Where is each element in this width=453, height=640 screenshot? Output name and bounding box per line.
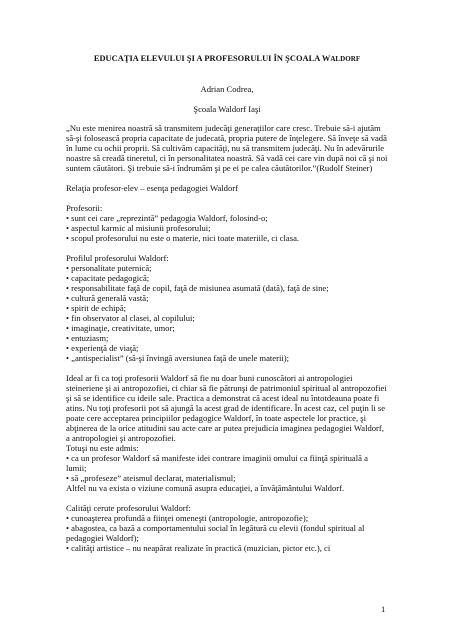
list-item: • să „profeseze” ateismul declarat, materialismul;: [66, 473, 236, 483]
qualities-list: [66, 513, 388, 553]
title-main: EDUCAŢIA ELEVULUI ŞI A PROFESORULUI ÎN ŞCOALA W: [93, 54, 331, 63]
list-item: • personalitate puternică;: [66, 263, 152, 273]
list-item: • imaginaţie, creativitate, umor;: [66, 323, 175, 333]
list-item: • spirit de echipă;: [66, 303, 127, 313]
ideal-paragraph: Ideal ar fi ca toţi profesorii Waldorf să fie nu doar buni cunoscători ai antropologiei steineriene şi ai antropozofiei, ci chiar să fie pătrunşi de patrimoniul spiritual al antropozofiei şi să se identifice cu ideile sale. Practica a demonstrat că acest ideal nu întotdeauna poate fi atins. Nu toţi profesorii pot să ajungă la acest grad de identificare. În acest caz, cel puţin li se poate cere acceptarea principiilor pedagogice Waldorf, în toate aspectele lor practice, şi abţinerea de la orice atitudini sau acte care ar putea prejudicia imaginea pedagogiei Waldorf, a antropologiei şi antropozofiei.: [66, 373, 387, 443]
admitted-list: [66, 453, 388, 483]
list-item: • cultură generală vastă;: [66, 293, 149, 303]
title-tail: ALDORF: [330, 55, 361, 63]
author-school: Şcoala Waldorf Iaşi: [193, 104, 261, 114]
list-item: • responsabilitate faţă de copil, faţă de misiunea asumată (dată), faţă de sine;: [66, 283, 329, 293]
list-item: • aspectul karmic al misiunii profesorului;: [66, 223, 211, 233]
page-number: 1: [381, 604, 386, 614]
otherwise-line: Altfel nu va exista o viziune comună asupra educaţiei, a învăţământului Waldorf.: [66, 483, 345, 493]
list-item: • abagostea, ca bază a comportamentului social în legătură cu elevii (fondul spiritual al pedagogiei Waldorf);: [66, 523, 365, 543]
list-item: • cunoaşterea profundă a fiinţei omeneşti (antropologie, antropozofie);: [66, 513, 309, 523]
document-body: [66, 54, 388, 553]
list-item: • scopul profesorului nu este o materie, nici toate materiile, ci clasa.: [66, 233, 300, 243]
list-item: • experienţă de viaţă;: [66, 343, 139, 353]
author-name: Adrian Codrea,: [200, 84, 254, 94]
list-item: • „antispecialist” (să-şi învingă aversiunea faţă de unele materii);: [66, 353, 290, 363]
list-item: • sunt cei care „reprezintă” pedagogia Waldorf, folosind-o;: [66, 213, 268, 223]
admitted-heading: Totuşi nu este admis:: [66, 443, 139, 453]
profile-list: [66, 263, 388, 363]
list-item: • entuziasm;: [66, 333, 109, 343]
teachers-list: [66, 213, 388, 243]
list-item: • calităţi artistice – nu neapărat realizate în practică (muzician, pictor etc.), ci: [66, 543, 331, 553]
list-item: • capacitate pedagogică;: [66, 273, 150, 283]
steiner-quote: „Nu este menirea noastră să transmitem judecăţi generaţiilor care cresc. Trebuie să-i ajutăm să-şi folosească propria capacitate de judecată, propria putere de înţelegere. Să înveţe să vadă în lume cu ochii proprii. Să cultivăm capacităţi, nu să transmitem judecăţi. Nu în adevărurile noastre să creadă tineretul, ci în personalitatea noastră. Să vadă cei care vin după noi că şi noi suntem căutători. Şi trebuie să-i îndrumăm şi pe ei pe calea căutătorilor.”(Rudolf Steiner): [66, 123, 388, 173]
teachers-heading: Profesorii:: [66, 203, 103, 213]
relation-heading: Relaţia profesor-elev – esenţa pedagogiei Waldorf: [66, 183, 238, 193]
list-item: • fin observator al clasei, al copilului;: [66, 313, 195, 323]
qualities-heading: Calităţi cerute profesorului Waldorf:: [66, 503, 191, 513]
list-item: • ca un profesor Waldorf să manifeste idei contrare imaginii omului ca fiinţă spirituală a lumii;: [66, 453, 368, 473]
profile-heading: Profilul profesorului Waldorf:: [66, 253, 169, 263]
document-title: [66, 54, 388, 64]
